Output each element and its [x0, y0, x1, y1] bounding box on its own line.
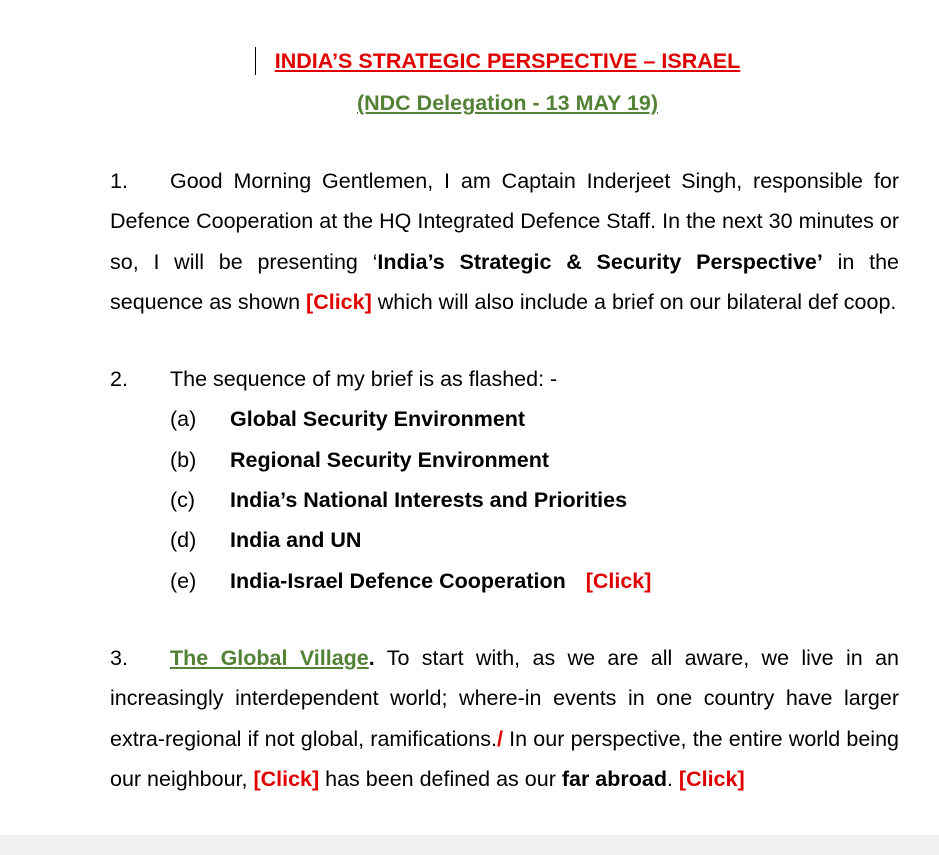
paragraph-2 [110, 359, 899, 601]
paragraph-text: in the sequence as shown [110, 249, 899, 314]
click-cue: [Click] [585, 568, 652, 593]
list-item-text: India’s National Interests and Priorities [230, 488, 628, 513]
paragraph-text: Good Morning Gentlemen, I am Captain Inderjeet Singh, responsible for Defence Cooperation at the HQ Integrated Defence Staff. In the next 30 minutes or so, I will be presenting ‘ [110, 169, 899, 274]
slash-mark: / [496, 726, 503, 751]
list-item-text: India-Israel Defence Cooperation [230, 568, 566, 593]
list-item [110, 561, 899, 601]
click-cue: [Click] [253, 766, 320, 791]
paragraph-number: 1. [110, 169, 128, 193]
list-item-label: (a) [170, 407, 197, 432]
click-cue: [Click] [678, 766, 745, 791]
paragraph-number: 2. [110, 367, 128, 392]
click-cue: [Click] [306, 289, 372, 314]
list-item-label: (c) [170, 488, 196, 513]
paragraph-text: has been defined as our [319, 766, 562, 791]
list-item [110, 399, 899, 439]
list-item-text: Global Security Environment [230, 407, 526, 432]
paragraph-3 [110, 638, 899, 799]
bold-phrase: far abroad [561, 766, 667, 791]
sequence-list [110, 399, 899, 600]
document-subtitle: (NDC Delegation - 13 MAY 19) [356, 91, 659, 115]
paragraph-text: To start with, as we are all aware, we live in an increasingly interdependent world; where-in events in one country have larger extra-regional if not global, ramifications. [110, 645, 899, 751]
document-title-text: INDIA’S STRATEGIC PERSPECTIVE – ISRAEL [274, 49, 741, 73]
paragraph-text: The sequence of my brief is as flashed: - [170, 367, 558, 392]
list-item-label: (b) [170, 447, 197, 472]
list-item [110, 440, 899, 480]
list-item-label: (e) [170, 568, 197, 593]
paragraph-text: . [666, 766, 679, 791]
list-item-text: India and UN [230, 528, 362, 553]
list-item-text: Regional Security Environment [230, 447, 549, 472]
text-cursor [255, 47, 256, 75]
list-item [110, 480, 899, 520]
list-item-label: (d) [170, 528, 197, 553]
paragraph-number: 3. [110, 645, 128, 670]
document-title [116, 40, 899, 82]
bold-phrase: India’s Strategic & Security Perspective’ [377, 249, 823, 274]
list-item [110, 520, 899, 560]
paragraph-1 [110, 161, 899, 322]
heading-period: . [368, 645, 375, 670]
paragraph-text: which will also include a brief on our bilateral def coop. [371, 289, 897, 314]
section-heading: The Global Village [170, 645, 369, 670]
horizontal-scroll-area[interactable] [0, 835, 939, 855]
paragraph-text: In our perspective, the entire world being our neighbour, [110, 726, 899, 791]
document-page [110, 40, 899, 799]
